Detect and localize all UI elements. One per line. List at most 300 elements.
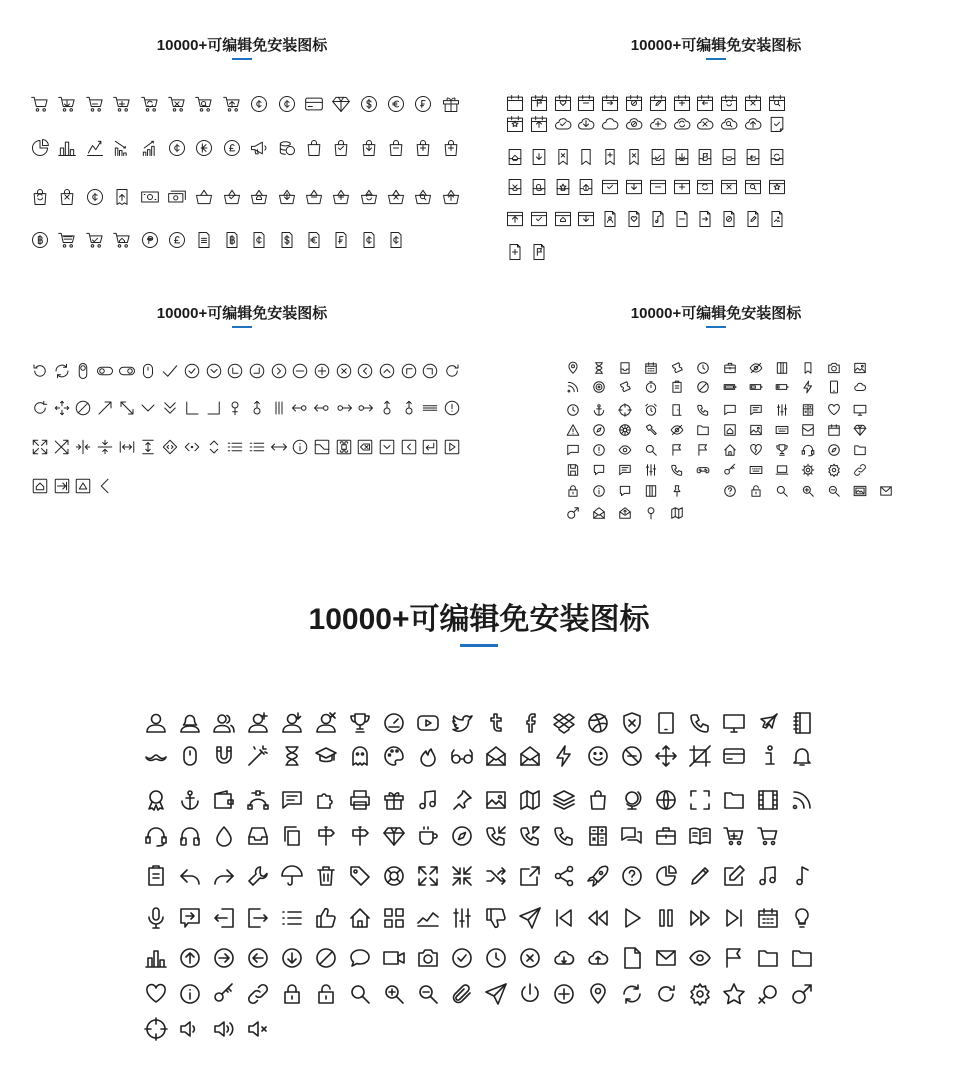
flag-icon [696, 443, 710, 457]
palette-icon [382, 744, 406, 768]
crosshair-icon [618, 403, 632, 417]
banknote-icon [140, 187, 160, 207]
resize-horizontal-icon [118, 438, 136, 456]
circle-down-icon [280, 946, 304, 970]
warning-icon [566, 423, 580, 437]
note-down-icon [529, 147, 549, 167]
circle-chevron-up-icon [378, 362, 396, 380]
diamond-icon [853, 423, 867, 437]
circle-plus-icon [313, 362, 331, 380]
folder-icon [696, 423, 710, 437]
doc-baht-icon [222, 230, 242, 250]
bag-icon [586, 788, 610, 812]
calendar-heart-icon [553, 93, 573, 113]
phone-out-icon [518, 824, 542, 848]
cloud-download-icon [552, 946, 576, 970]
music-note-icon [416, 788, 440, 812]
corner-bl-icon [183, 399, 201, 417]
shuffle-icon [484, 864, 508, 888]
rotate-right-icon [443, 362, 461, 380]
toggle-left-icon [96, 362, 114, 380]
female-icon [756, 982, 780, 1006]
gift-icon [441, 94, 461, 114]
currency-cent-icon [249, 94, 269, 114]
cloud-up-icon [743, 114, 763, 134]
search-icon [348, 982, 372, 1006]
cart-minus-icon [85, 94, 105, 114]
icon-row [144, 982, 814, 1006]
calendar-grid-icon [756, 906, 780, 930]
window-check-icon [600, 177, 620, 197]
credit-card-icon [304, 94, 324, 114]
cloud-icon [853, 380, 867, 394]
map-pin-icon [586, 982, 610, 1006]
pin-up-icon [248, 399, 266, 417]
zoom-in-icon [801, 484, 815, 498]
crop-icon [688, 744, 712, 768]
anchor-icon [592, 403, 606, 417]
share-icon [212, 864, 236, 888]
list-lines-icon [248, 438, 266, 456]
chat-lines-icon [280, 788, 304, 812]
cloud-down-icon [576, 114, 596, 134]
bag-minus-icon [386, 138, 406, 158]
currency-cent-icon [85, 187, 105, 207]
receipt-up-icon [112, 187, 132, 207]
cart-search-icon [194, 94, 214, 114]
box-line-icon [313, 438, 331, 456]
calendar-flag-icon [529, 93, 549, 113]
icon-row [566, 380, 867, 394]
title-underline [460, 644, 498, 647]
chat-square-icon [592, 463, 606, 477]
puzzle-icon [314, 788, 338, 812]
currency-euro-icon [386, 94, 406, 114]
volume-high-icon [212, 1017, 236, 1041]
clock-icon [566, 403, 580, 417]
arrow-both-icon [270, 438, 288, 456]
chevrons-down-icon [161, 399, 179, 417]
move-center-icon [53, 399, 71, 417]
file-minus-icon [672, 209, 692, 229]
move-icon [654, 744, 678, 768]
gear-icon [827, 463, 841, 477]
list-lines-icon [226, 438, 244, 456]
circle-left-icon [246, 946, 270, 970]
circle-x-icon [335, 362, 353, 380]
credit-card-icon [722, 744, 746, 768]
toggle-right-icon [118, 362, 136, 380]
cart-up-icon [222, 94, 242, 114]
reply-icon [178, 864, 202, 888]
cloud-plus-icon [648, 114, 668, 134]
rotate-both-icon [53, 362, 71, 380]
notebook-icon [790, 711, 814, 735]
circle-corner-right-icon [248, 362, 266, 380]
share-nodes-icon [552, 864, 576, 888]
tray-back-icon [743, 147, 763, 167]
zoom-out-icon [827, 484, 841, 498]
sliders-icon [775, 403, 789, 417]
diamond-icon [382, 824, 406, 848]
folder-icon [722, 788, 746, 812]
file-music-icon [648, 209, 668, 229]
box-triangle-icon [74, 477, 92, 495]
dribbble-icon [586, 711, 610, 735]
arrow-diagonal-both-icon [118, 399, 136, 417]
male-icon [566, 506, 580, 520]
mail-up-icon [618, 506, 632, 520]
login-box-icon [178, 906, 202, 930]
window-star-icon [767, 177, 787, 197]
circle-info-icon [291, 438, 309, 456]
circle-check-icon [450, 946, 474, 970]
map-icon [518, 788, 542, 812]
hourglass-icon [280, 744, 304, 768]
unlock-icon [749, 484, 763, 498]
equals-line-icon [421, 399, 439, 417]
doc-cedi-icon [359, 230, 379, 250]
lock-icon [280, 982, 304, 1006]
battery-half-icon [749, 380, 763, 394]
icon-row [505, 93, 787, 113]
clock-icon [484, 946, 508, 970]
basket-up-icon [441, 187, 461, 207]
save-icon [566, 463, 580, 477]
question-icon [620, 864, 644, 888]
icon-row [31, 438, 461, 456]
fire-icon [416, 744, 440, 768]
external-icon [518, 864, 542, 888]
doc-euro-icon [304, 230, 324, 250]
icon-row [144, 711, 814, 735]
bag-check-icon [331, 138, 351, 158]
bag-plus-icon [413, 138, 433, 158]
circle-x-icon [518, 946, 542, 970]
sliders-icon [644, 463, 658, 477]
phone-icon [688, 711, 712, 735]
box-play-icon [443, 438, 461, 456]
mouse-icon [178, 744, 202, 768]
box-chevron-left-icon [400, 438, 418, 456]
hourglass-icon [592, 361, 606, 375]
facebook-icon [518, 711, 542, 735]
currency-franc-icon [413, 94, 433, 114]
login-icon [246, 906, 270, 930]
cart-home-icon [112, 230, 132, 250]
flag-icon [670, 443, 684, 457]
code-icon [183, 438, 201, 456]
tray-search-icon [529, 177, 549, 197]
basket-x-icon [386, 187, 406, 207]
arrows-cross-icon [53, 438, 71, 456]
banknotes-icon [167, 187, 187, 207]
icon-row [566, 443, 867, 457]
corner-br-icon [205, 399, 223, 417]
basket-plus-icon [331, 187, 351, 207]
box-tab-icon [53, 477, 71, 495]
tray-flag-icon [695, 147, 715, 167]
link-icon [853, 463, 867, 477]
icon-row [566, 506, 684, 520]
film-icon [756, 788, 780, 812]
circle-corner-tl-icon [400, 362, 418, 380]
chats-icon [620, 824, 644, 848]
file-user-icon [600, 209, 620, 229]
arrow-diagonal-icon [96, 399, 114, 417]
tray-check-icon [648, 147, 668, 167]
cloud-x-icon [695, 114, 715, 134]
camera-icon [416, 946, 440, 970]
no-entry-icon [620, 744, 644, 768]
rewind-icon [586, 906, 610, 930]
box-home-icon [31, 477, 49, 495]
flag-icon [722, 946, 746, 970]
calendar-grid-icon [644, 361, 658, 375]
mail-open-icon [484, 744, 508, 768]
pie-icon [654, 864, 678, 888]
icon-row [30, 138, 461, 158]
window-refresh-icon [695, 177, 715, 197]
volume-low-icon [178, 1017, 202, 1041]
expand-icon [416, 864, 440, 888]
basket-check-icon [222, 187, 242, 207]
magic-wand-icon [246, 744, 270, 768]
cart-check-icon [85, 230, 105, 250]
chat-icon [566, 443, 580, 457]
keyboard-icon [749, 463, 763, 477]
dislike-icon [484, 906, 508, 930]
calendar-search-icon [767, 93, 787, 113]
columns-icon [644, 484, 658, 498]
award-icon [144, 788, 168, 812]
lightning-icon [552, 744, 576, 768]
home-rect-icon [723, 423, 737, 437]
printer-icon [348, 788, 372, 812]
user-x-icon [314, 711, 338, 735]
vertical-lines-icon [270, 399, 288, 417]
timer-icon [644, 380, 658, 394]
block-icon [696, 380, 710, 394]
tickets-icon [618, 380, 632, 394]
bag-x-icon [57, 187, 77, 207]
twitter-icon [450, 711, 474, 735]
cart-plus-icon [722, 824, 746, 848]
file-flag-icon [529, 242, 549, 262]
file-plus-icon [505, 242, 525, 262]
mail-open-icon [592, 506, 606, 520]
tray-home-icon [505, 147, 525, 167]
headset-icon [144, 824, 168, 848]
calendar-up-icon [529, 114, 549, 134]
dots-connect-right-icon [356, 399, 374, 417]
chat-icon [723, 403, 737, 417]
chevron-left-icon [96, 477, 114, 495]
wallet-icon [212, 788, 236, 812]
layers-icon [552, 788, 576, 812]
phone-icon [670, 463, 684, 477]
tag-icon [348, 864, 372, 888]
send-icon [484, 982, 508, 1006]
window-plus-icon [672, 177, 692, 197]
mail-box-icon [801, 423, 815, 437]
cloud-upload-icon [586, 946, 610, 970]
plane-icon [756, 711, 780, 735]
icon-row [505, 242, 549, 262]
bar-chart-down-icon [112, 138, 132, 158]
trophy-icon [348, 711, 372, 735]
chat-lines-icon [749, 403, 763, 417]
bag-down-icon [359, 138, 379, 158]
circle-corner-left-icon [226, 362, 244, 380]
logout-icon [212, 906, 236, 930]
tray-refresh-icon [767, 147, 787, 167]
cloud-icon [600, 114, 620, 134]
home-icon [723, 443, 737, 457]
music-single-icon [790, 864, 814, 888]
tray-minus-icon [719, 147, 739, 167]
currency-kip-icon [194, 138, 214, 158]
icon-row [31, 477, 114, 495]
icon-row [31, 399, 461, 417]
microphone-icon [144, 906, 168, 930]
home-icon [348, 906, 372, 930]
pause-icon [654, 906, 678, 930]
heart-icon [144, 982, 168, 1006]
headphones-icon [178, 824, 202, 848]
dots-connect-right-icon [335, 399, 353, 417]
icon-row [144, 788, 814, 812]
icon-row [566, 361, 867, 375]
monitor-icon [853, 403, 867, 417]
volume-mute-icon [246, 1017, 270, 1041]
paperclip-icon [450, 982, 474, 1006]
compass-icon [827, 443, 841, 457]
bag-plus-icon [441, 138, 461, 158]
icon-row [566, 423, 867, 437]
calendar-icon [505, 93, 525, 113]
pin-icon [670, 484, 684, 498]
tray-x-icon [505, 177, 525, 197]
note-check-icon [767, 114, 787, 134]
dropbox-icon [552, 711, 576, 735]
send-icon [518, 906, 542, 930]
book-open-icon [688, 824, 712, 848]
wrench-icon [246, 864, 270, 888]
tickets-icon [670, 361, 684, 375]
circle-exclamation-icon [592, 443, 606, 457]
cart-plus-icon [112, 94, 132, 114]
icon-row [566, 463, 867, 477]
user-female-icon [178, 711, 202, 735]
pin-down-icon [226, 399, 244, 417]
window-down-icon [624, 177, 644, 197]
forward-icon [688, 906, 712, 930]
pie-chart-icon [30, 138, 50, 158]
mail-open-icon [518, 744, 542, 768]
basket-refresh-icon [359, 187, 379, 207]
calendar-refresh-icon [719, 93, 739, 113]
circle-corner-tr-icon [421, 362, 439, 380]
refresh-icon [620, 982, 644, 1006]
glasses-icon [450, 744, 474, 768]
currency-dollar-icon [359, 94, 379, 114]
cloud-search-icon [719, 114, 739, 134]
block-icon [314, 946, 338, 970]
cart-full-icon [57, 230, 77, 250]
calendar-block-icon [624, 93, 644, 113]
circle-exclamation-icon [443, 399, 461, 417]
rss-icon [790, 788, 814, 812]
search-icon [775, 484, 789, 498]
chat-square-icon [618, 484, 632, 498]
icon-row [144, 744, 814, 768]
star-icon [722, 982, 746, 1006]
list-icon [280, 906, 304, 930]
map-pin-icon [566, 361, 580, 375]
clipboard-icon [670, 380, 684, 394]
clock-icon [696, 361, 710, 375]
briefcase-icon [723, 361, 737, 375]
icon-row [30, 94, 461, 114]
signpost-icon [314, 824, 338, 848]
window-minus-icon [648, 177, 668, 197]
question-icon [723, 484, 737, 498]
door-icon [670, 403, 684, 417]
icon-row [566, 403, 867, 417]
icon-row [30, 230, 406, 250]
dharma-icon [618, 423, 632, 437]
video-icon [382, 946, 406, 970]
phone-icon [696, 403, 710, 417]
bezier-icon [246, 788, 270, 812]
calendar-edit-icon [648, 93, 668, 113]
window-check-icon [529, 209, 549, 229]
icon-row [144, 946, 814, 970]
icon-row [144, 864, 814, 888]
file-edit-icon [743, 209, 763, 229]
folder-icon [790, 946, 814, 970]
circle-chevron-down-icon [205, 362, 223, 380]
coffee-icon [416, 824, 440, 848]
rocket-icon [586, 864, 610, 888]
circle-chevron-left-icon [356, 362, 374, 380]
phone-rect-icon [827, 380, 841, 394]
tray-icon [618, 361, 632, 375]
chevrons-updown-icon [205, 438, 223, 456]
user-down-icon [280, 711, 304, 735]
currency-cedi-icon [277, 94, 297, 114]
tablet-icon [654, 711, 678, 735]
basket-down-icon [277, 187, 297, 207]
anchor-icon [178, 788, 202, 812]
diamond-icon [331, 94, 351, 114]
users-icon [212, 711, 236, 735]
expand-icon [31, 438, 49, 456]
icon-row [505, 114, 787, 134]
pin-up-icon [400, 399, 418, 417]
calendar-minus-icon [576, 93, 596, 113]
target-icon [592, 380, 606, 394]
window-down-icon [576, 209, 596, 229]
camera-icon [827, 361, 841, 375]
dots-connect-left-icon [313, 399, 331, 417]
play-icon [620, 906, 644, 930]
bookmark-plus-icon [600, 147, 620, 167]
bar-chart-icon [57, 138, 77, 158]
icon-row [505, 177, 787, 197]
main-title: 10000+可编辑免安装图标 [308, 603, 650, 636]
